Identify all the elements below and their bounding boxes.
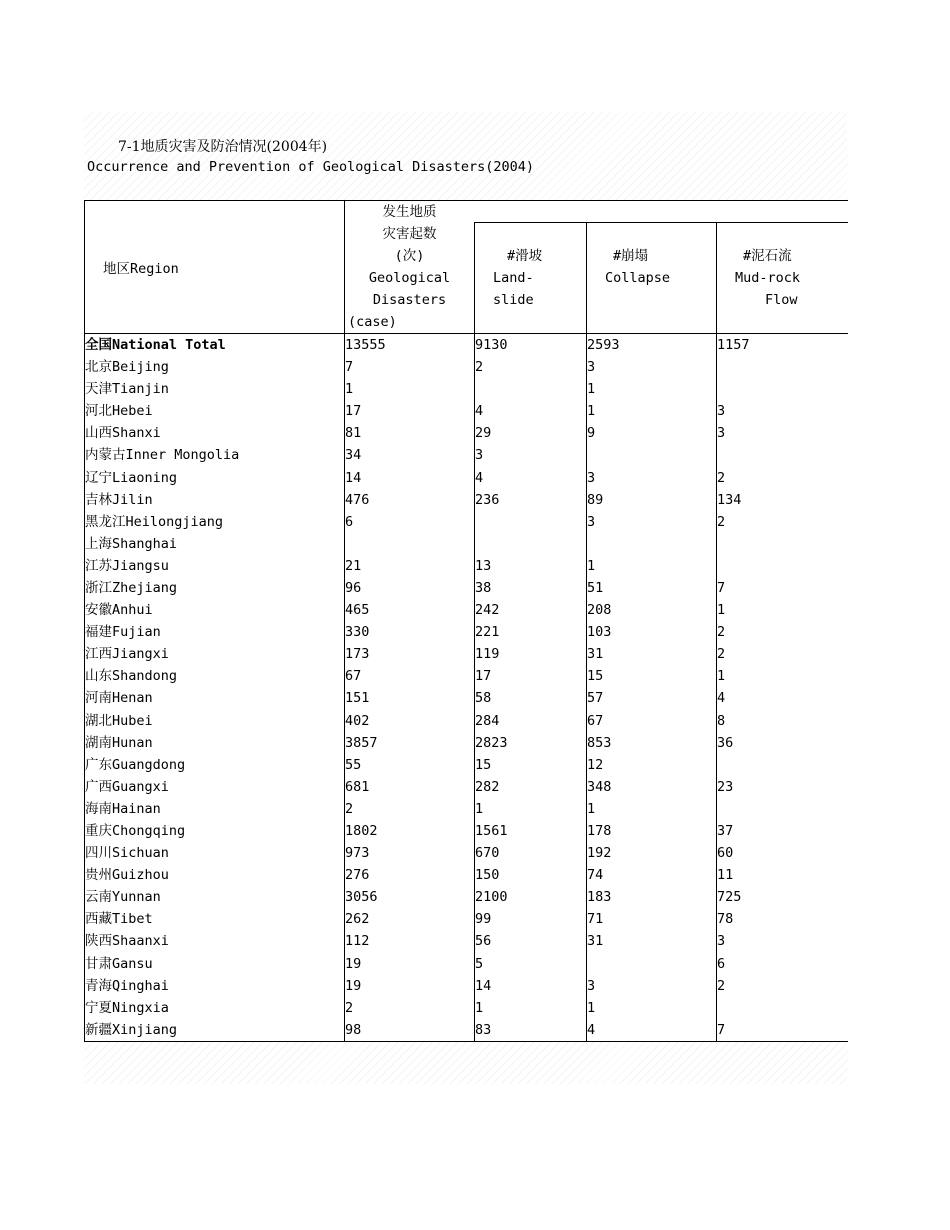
cell-collapse: 3 [587,356,717,378]
cell-region: 青海Qinghai [85,977,169,994]
cell-total: 330 [345,621,475,643]
table-row [85,997,848,1019]
cell-total: 276 [345,864,475,886]
cell-landslide: 242 [475,599,587,621]
cell-collapse: 12 [587,754,717,776]
cell-collapse [587,444,717,466]
table-row [85,466,848,488]
cell-landslide: 4 [475,400,587,422]
cell-collapse: 31 [587,643,717,665]
cell-mudrock [717,555,848,577]
cell-total: 81 [345,422,475,444]
cell-mudrock: 2 [717,621,848,643]
cell-region: 四川Sichuan [85,845,169,862]
header-region: 地区Region [85,201,345,334]
cell-landslide: 83 [475,1019,587,1042]
cell-landslide: 4 [475,466,587,488]
cell-total: 112 [345,930,475,952]
cell-mudrock [717,533,848,555]
cell-total: 3857 [345,732,475,754]
cell-total: 7 [345,356,475,378]
cell-landslide: 670 [475,842,587,864]
cell-total: 19 [345,953,475,975]
cell-total: 96 [345,577,475,599]
table-row [85,864,848,886]
cell-total: 2 [345,798,475,820]
cell-total: 1 [345,378,475,400]
cell-mudrock: 3 [717,930,848,952]
cell-mudrock: 7 [717,1019,848,1042]
cell-region: 辽宁Liaoning [85,469,178,486]
cell-collapse: 1 [587,400,717,422]
cell-region: 吉林Jilin [85,491,153,508]
cell-mudrock: 36 [717,732,848,754]
cell-total: 3056 [345,886,475,908]
table-row [85,444,848,466]
cell-region: 江西Jiangxi [85,646,169,663]
cell-mudrock: 8 [717,710,848,732]
cell-landslide: 1 [475,798,587,820]
cell-landslide: 236 [475,489,587,511]
cell-landslide: 119 [475,643,587,665]
cell-mudrock: 134 [717,489,848,511]
cell-region: 广西Guangxi [85,778,169,795]
cell-total: 2 [345,997,475,1019]
cell-collapse: 1 [587,555,717,577]
table-row [85,798,848,820]
cell-landslide: 282 [475,776,587,798]
cell-landslide: 150 [475,864,587,886]
cell-region: 宁夏Ningxia [85,999,169,1016]
table-row [85,643,848,665]
cell-landslide [475,378,587,400]
cell-mudrock [717,997,848,1019]
table-row [85,930,848,952]
cell-total: 55 [345,754,475,776]
cell-landslide: 1 [475,997,587,1019]
cell-total [345,533,475,555]
table-row [85,422,848,444]
table-row [85,820,848,842]
table-row [85,975,848,997]
cell-landslide: 5 [475,953,587,975]
cell-landslide [475,533,587,555]
cell-landslide [475,511,587,533]
cell-region: 云南Yunnan [85,889,161,906]
table-row [85,710,848,732]
header-total-line-1: 发生地质 [382,204,437,220]
table-row [85,754,848,776]
cell-region: 北京Beijing [85,359,169,376]
cell-collapse: 348 [587,776,717,798]
cell-region: 新疆Xinjiang [85,1021,178,1038]
table-row [85,842,848,864]
cell-landslide: 15 [475,754,587,776]
cell-collapse: 1 [587,997,717,1019]
header-landslide-line-1: #滑坡 [507,248,543,264]
cell-collapse: 71 [587,908,717,930]
cell-collapse: 208 [587,599,717,621]
cell-mudrock: 1 [717,665,848,687]
cell-total: 262 [345,908,475,930]
cell-landslide: 2823 [475,732,587,754]
cell-collapse: 9 [587,422,717,444]
header-collapse [587,223,717,334]
cell-mudrock: 3 [717,422,848,444]
cell-region: 山西Shanxi [85,425,161,442]
cell-region: 浙江Zhejiang [85,579,178,596]
cell-landslide: 56 [475,930,587,952]
cell-mudrock: 2 [717,511,848,533]
table-row [85,356,848,378]
cell-collapse: 183 [587,886,717,908]
cell-total: 21 [345,555,475,577]
cell-collapse: 192 [587,842,717,864]
header-landslide-line-2: Land- [493,270,534,286]
cell-region: 西藏Tibet [85,911,153,928]
table-body [85,334,848,1042]
cell-collapse: 51 [587,577,717,599]
cell-region: 贵州Guizhou [85,867,169,884]
table-row [85,489,848,511]
cell-collapse: 1 [587,798,717,820]
header-mudrock-line-1: #泥石流 [743,248,792,264]
table-row [85,577,848,599]
cell-landslide: 9130 [475,334,587,357]
cell-region: 湖北Hubei [85,712,153,729]
table-row [85,599,848,621]
cell-total: 34 [345,444,475,466]
table-row [85,1019,848,1042]
cell-collapse [587,533,717,555]
cell-total: 14 [345,466,475,488]
cell-mudrock: 1 [717,599,848,621]
cell-mudrock: 60 [717,842,848,864]
cell-region: 江苏Jiangsu [85,557,169,574]
cell-mudrock: 2 [717,643,848,665]
table-row [85,665,848,687]
cell-landslide: 14 [475,975,587,997]
cell-total: 173 [345,643,475,665]
header-total-line-2: 灾害起数 [382,226,437,242]
table-title-chinese: 7-1地质灾害及防治情况(2004年) [118,139,328,155]
table-row [85,555,848,577]
cell-landslide: 13 [475,555,587,577]
cell-landslide: 58 [475,687,587,709]
header-mudrock-line-3: Flow [765,292,798,308]
cell-mudrock: 2 [717,466,848,488]
cell-landslide: 221 [475,621,587,643]
header-mudrock-line-2: Mud-rock [735,270,801,286]
cell-region: 陕西Shaanxi [85,933,169,950]
cell-collapse: 1 [587,378,717,400]
table-row [85,732,848,754]
table-row [85,953,848,975]
cell-region: 湖南Hunan [85,734,153,751]
cell-collapse: 3 [587,975,717,997]
cell-collapse: 4 [587,1019,717,1042]
table-row [85,334,848,357]
cell-total: 17 [345,400,475,422]
table-row [85,511,848,533]
table-row [85,687,848,709]
cell-region: 海南Hainan [85,800,161,817]
cell-landslide: 17 [475,665,587,687]
header-background [84,112,847,200]
cell-landslide: 2 [475,356,587,378]
cell-mudrock [717,356,848,378]
disaster-table [84,200,848,1042]
header-total-line-3: (次) [394,248,425,264]
cell-region: 天津Tianjin [85,381,169,398]
cell-region: 广东Guangdong [85,756,186,773]
cell-collapse: 178 [587,820,717,842]
cell-landslide: 3 [475,444,587,466]
cell-region: 山东Shandong [85,668,178,685]
cell-region: 甘肃Gansu [85,955,153,972]
cell-mudrock: 78 [717,908,848,930]
cell-total: 1802 [345,820,475,842]
table-title-english: Occurrence and Prevention of Geological Disasters(2004) [87,159,535,175]
cell-mudrock: 37 [717,820,848,842]
header-total-line-6: (case) [348,314,397,330]
cell-region: 内蒙古Inner Mongolia [85,447,240,464]
cell-mudrock: 1157 [717,334,848,357]
table-row [85,400,848,422]
cell-region: 全国National Total [85,337,226,353]
cell-total: 402 [345,710,475,732]
cell-region: 重庆Chongqing [85,823,186,840]
cell-landslide: 29 [475,422,587,444]
cell-collapse: 853 [587,732,717,754]
cell-landslide: 38 [475,577,587,599]
cell-landslide: 1561 [475,820,587,842]
cell-region: 黑龙江Heilongjiang [85,513,224,530]
cell-total: 13555 [345,334,475,357]
cell-landslide: 99 [475,908,587,930]
cell-total: 98 [345,1019,475,1042]
cell-collapse: 57 [587,687,717,709]
table-row [85,886,848,908]
cell-collapse: 103 [587,621,717,643]
cell-collapse: 3 [587,511,717,533]
cell-collapse: 74 [587,864,717,886]
cell-total: 973 [345,842,475,864]
cell-landslide: 284 [475,710,587,732]
cell-collapse: 31 [587,930,717,952]
cell-mudrock [717,444,848,466]
cell-mudrock [717,798,848,820]
cell-collapse: 89 [587,489,717,511]
cell-mudrock: 11 [717,864,848,886]
cell-collapse: 2593 [587,334,717,357]
cell-collapse: 3 [587,466,717,488]
cell-landslide: 2100 [475,886,587,908]
header-landslide [475,223,587,334]
cell-total: 19 [345,975,475,997]
cell-region: 上海Shanghai [85,535,178,552]
cell-mudrock: 7 [717,577,848,599]
cell-total: 151 [345,687,475,709]
header-total-line-5: Disasters [372,292,447,308]
cell-mudrock: 3 [717,400,848,422]
cell-total: 476 [345,489,475,511]
cell-collapse: 15 [587,665,717,687]
header-total [345,201,475,334]
cell-mudrock: 4 [717,687,848,709]
cell-total: 67 [345,665,475,687]
footer-background [84,1042,847,1084]
cell-mudrock: 725 [717,886,848,908]
cell-mudrock [717,378,848,400]
cell-total: 681 [345,776,475,798]
cell-total: 6 [345,511,475,533]
header-subgroup-spacer [475,201,848,223]
cell-region: 安徽Anhui [85,602,153,619]
table-row [85,776,848,798]
header-collapse-line-2: Collapse [605,270,671,286]
cell-region: 河南Henan [85,690,153,707]
cell-mudrock: 23 [717,776,848,798]
cell-mudrock: 6 [717,953,848,975]
cell-collapse [587,953,717,975]
cell-mudrock [717,754,848,776]
cell-region: 河北Hebei [85,403,153,420]
cell-region: 福建Fujian [85,624,161,641]
table-row [85,533,848,555]
cell-total: 465 [345,599,475,621]
table-row [85,378,848,400]
header-collapse-line-1: #崩塌 [613,248,649,264]
cell-mudrock: 2 [717,975,848,997]
header-landslide-line-3: slide [493,292,534,308]
table-row [85,908,848,930]
header-total-line-4: Geological [368,270,451,286]
header-mudrock [717,223,848,334]
table-row [85,621,848,643]
cell-collapse: 67 [587,710,717,732]
